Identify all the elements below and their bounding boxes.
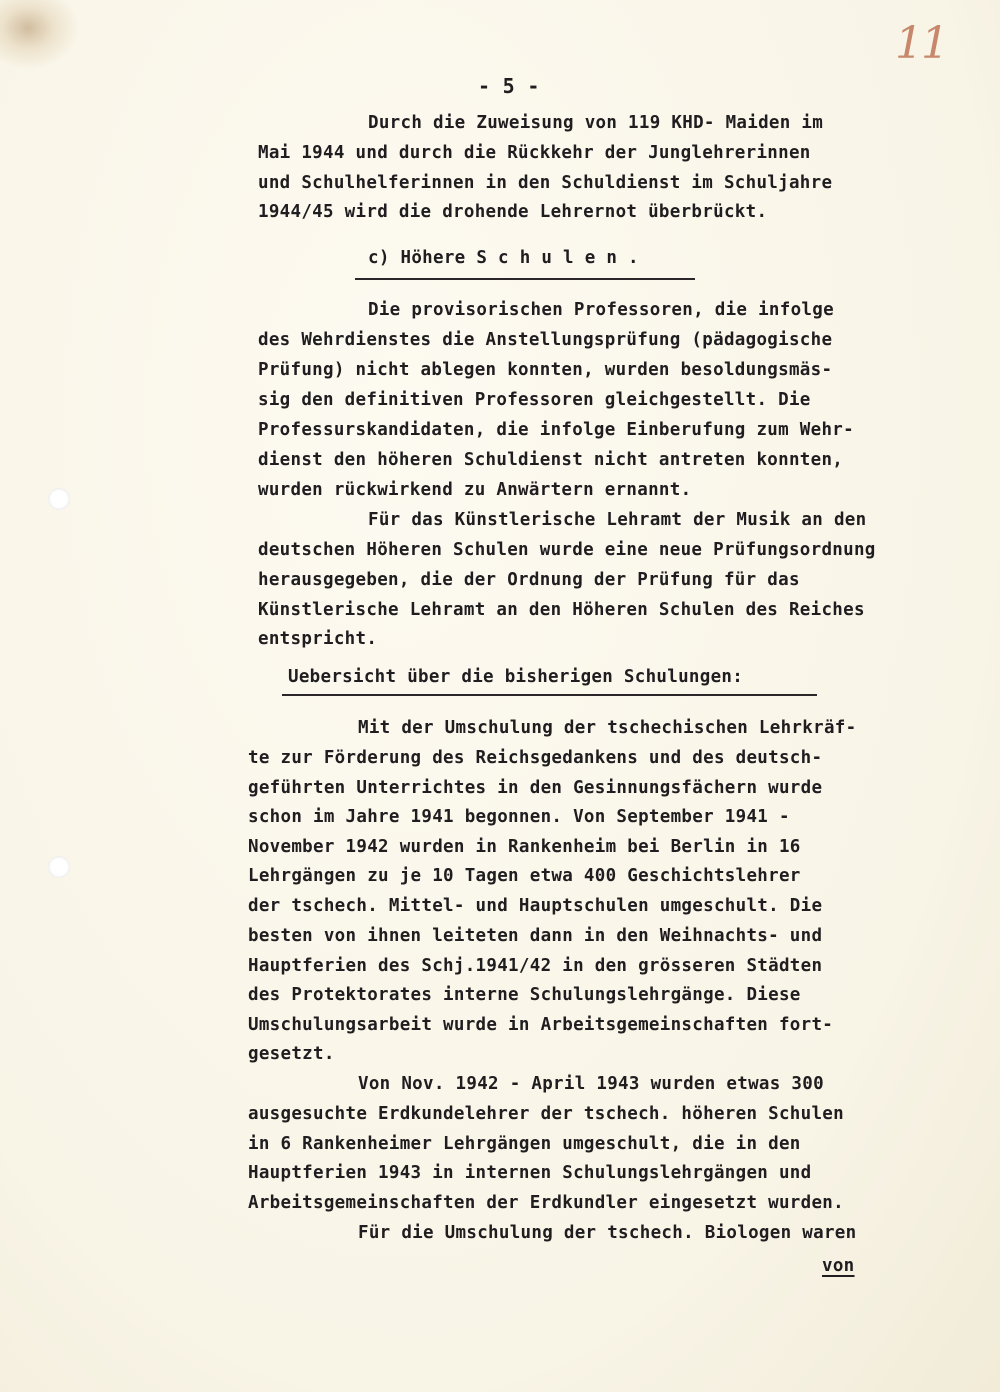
text-line: Mai 1944 und durch die Rückkehr der Junglehrerinnen [258, 143, 811, 163]
paper-stain [0, 0, 80, 70]
overview-heading: Uebersicht über die bisherigen Schulungen: [288, 667, 744, 687]
text-line: in 6 Rankenheimer Lehrgängen umgeschult, die in den [248, 1134, 801, 1154]
text-line: gesetzt. [248, 1044, 335, 1064]
page-number: - 5 - [478, 74, 540, 98]
text-line: Umschulungsarbeit wurde in Arbeitsgemeinschaften fort- [248, 1015, 834, 1035]
text-line: wurden rückwirkend zu Anwärtern ernannt. [258, 480, 692, 500]
text-line: Künstlerische Lehramt an den Höheren Schulen des Reiches [258, 600, 865, 620]
text-line: schon im Jahre 1941 begonnen. Von September 1941 - [248, 807, 790, 827]
heading-underline [282, 694, 817, 696]
text-line: Von Nov. 1942 - April 1943 wurden etwas 300 [358, 1074, 824, 1094]
text-line: deutschen Höheren Schulen wurde eine neue Prüfungsordnung [258, 540, 876, 560]
text-line: te zur Förderung des Reichsgedankens und des deutsch- [248, 748, 823, 768]
text-line: der tschech. Mittel- und Hauptschulen umgeschult. Die [248, 896, 823, 916]
text-line: dienst den höheren Schuldienst nicht antreten konnten, [258, 450, 844, 470]
text-line: 1944/45 wird die drohende Lehrernot überbrückt. [258, 202, 768, 222]
text-line: besten von ihnen leiteten dann in den Weihnachts- und [248, 926, 823, 946]
text-line: Die provisorischen Professoren, die infolge [368, 300, 834, 320]
text-line: Durch die Zuweisung von 119 KHD- Maiden im [368, 113, 824, 133]
heading-underline [355, 278, 695, 280]
section-heading: c) Höhere S c h u l e n . [368, 248, 639, 268]
text-line: und Schulhelferinnen in den Schuldienst im Schuljahre [258, 173, 833, 193]
text-line: Für das Künstlerische Lehramt der Musik an den [368, 510, 867, 530]
text-line: des Protektorates interne Schulungslehrgänge. Diese [248, 985, 801, 1005]
text-line: Professurskandidaten, die infolge Einberufung zum Wehr- [258, 420, 854, 440]
punch-hole-lower [48, 856, 70, 878]
text-line: geführten Unterrichtes in den Gesinnungsfächern wurde [248, 778, 823, 798]
text-line: November 1942 wurden in Rankenheim bei Berlin in 16 [248, 837, 801, 857]
folio-number: 11 [895, 18, 947, 69]
text-line: Hauptferien 1943 in internen Schulungslehrgängen und [248, 1163, 812, 1183]
text-line: Prüfung) nicht ablegen konnten, wurden besoldungsmäs- [258, 360, 833, 380]
text-line: Arbeitsgemeinschaften der Erdkundler eingesetzt wurden. [248, 1193, 844, 1213]
text-line: Mit der Umschulung der tschechischen Lehrkräf- [358, 718, 857, 738]
text-line: des Wehrdienstes die Anstellungsprüfung (pädagogische [258, 330, 833, 350]
text-line: sig den definitiven Professoren gleichgestellt. Die [258, 390, 811, 410]
text-line: entspricht. [258, 629, 378, 649]
text-line: herausgegeben, die der Ordnung der Prüfung für das [258, 570, 800, 590]
text-line: ausgesuchte Erdkundelehrer der tschech. höheren Schulen [248, 1104, 844, 1124]
text-line: Lehrgängen zu je 10 Tagen etwa 400 Geschichtslehrer [248, 866, 801, 886]
punch-hole-upper [48, 488, 70, 510]
catchword: von [822, 1256, 855, 1276]
text-line: Für die Umschulung der tschech. Biologen waren [358, 1223, 857, 1243]
text-line: Hauptferien des Schj.1941/42 in den grösseren Städten [248, 956, 823, 976]
